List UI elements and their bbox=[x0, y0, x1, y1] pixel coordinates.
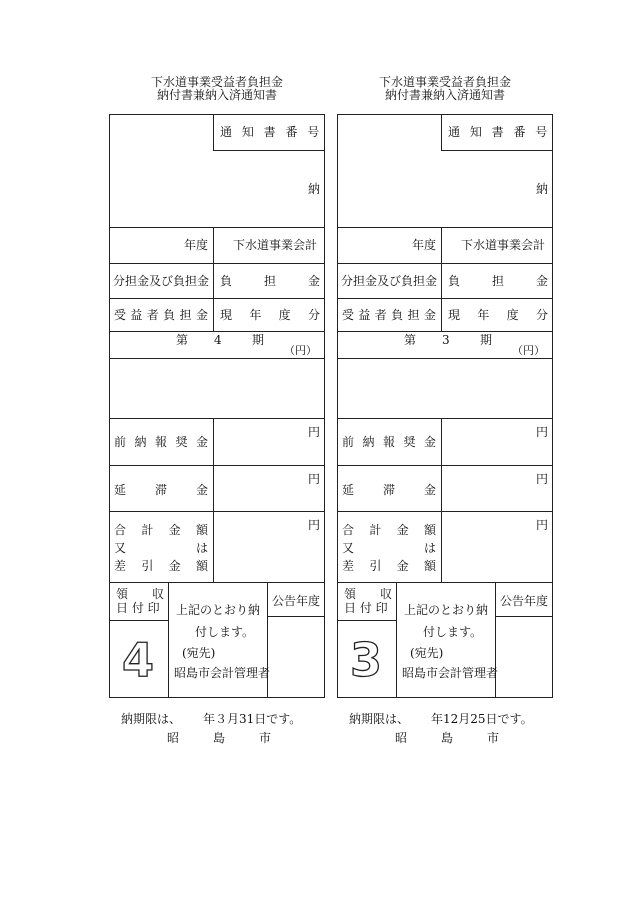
slip-title-line1: 下水道事業受益者負担金 bbox=[378, 75, 511, 89]
installment-suffix: 期 bbox=[252, 333, 265, 347]
fiscal-year-label: 年度 bbox=[412, 238, 437, 252]
statement-line2: 付します。 bbox=[423, 625, 483, 639]
notice-number-label: 通 知 書 番 号 bbox=[448, 125, 548, 139]
category-label: 分担金及び負担金 bbox=[341, 274, 438, 288]
addressee: (宛先) bbox=[410, 646, 444, 660]
installment-big-number: 4 bbox=[121, 633, 154, 687]
deadline-date: 年３月31日です。 bbox=[203, 712, 302, 726]
prepayment-unit: 円 bbox=[308, 425, 321, 439]
statement-line2: 付します。 bbox=[195, 625, 255, 639]
recipient: 昭島市会計管理者 bbox=[402, 666, 499, 680]
current-year-label: 現 年 度 分 bbox=[220, 308, 320, 322]
receipt-stamp-label-1: 領 収 bbox=[344, 587, 393, 601]
statement-line1: 上記のとおり納 bbox=[404, 603, 489, 617]
slip-title-line1: 下水道事業受益者負担金 bbox=[150, 75, 283, 89]
total-label-line3: 差 引 金 額 bbox=[342, 559, 436, 573]
current-year-label: 現 年 度 分 bbox=[448, 308, 548, 322]
installment-big-number: 3 bbox=[349, 633, 382, 687]
total-label-line3: 差 引 金 額 bbox=[114, 559, 208, 573]
slip-installment-3 bbox=[228, 0, 630, 903]
receipt-stamp-label-1: 領 収 bbox=[116, 587, 165, 601]
beneficiary-label: 受 益 者 負 担 金 bbox=[114, 308, 208, 322]
currency-unit: （円） bbox=[512, 344, 545, 357]
notice-number-label: 通 知 書 番 号 bbox=[220, 125, 320, 139]
prepayment-label: 前 納 報 奨 金 bbox=[342, 435, 436, 449]
prepayment-label: 前 納 報 奨 金 bbox=[114, 435, 208, 449]
late-fee-unit: 円 bbox=[308, 472, 321, 486]
receipt-stamp-label-2: 日 付 印 bbox=[116, 601, 160, 615]
late-fee-unit: 円 bbox=[536, 472, 549, 486]
recipient: 昭島市会計管理者 bbox=[174, 666, 271, 680]
total-label-line2: 又 は bbox=[342, 541, 436, 555]
total-unit: 円 bbox=[308, 518, 321, 532]
category-label: 分担金及び負担金 bbox=[113, 274, 210, 288]
total-unit: 円 bbox=[536, 518, 549, 532]
payment-label: 納 bbox=[308, 182, 321, 196]
slip-title-line2: 納付書兼納入済通知書 bbox=[156, 88, 277, 102]
late-fee-label: 延 滞 金 bbox=[114, 483, 208, 497]
prepayment-unit: 円 bbox=[536, 425, 549, 439]
slip-title-line2: 納付書兼納入済通知書 bbox=[384, 88, 505, 102]
fiscal-year-label: 年度 bbox=[184, 238, 209, 252]
installment-number: 4 bbox=[214, 333, 222, 347]
announcement-year-label: 公告年度 bbox=[500, 594, 549, 608]
receipt-stamp-label-2: 日 付 印 bbox=[344, 601, 388, 615]
beneficiary-label: 受 益 者 負 担 金 bbox=[342, 308, 436, 322]
installment-suffix: 期 bbox=[480, 333, 493, 347]
total-label-line2: 又 は bbox=[114, 541, 208, 555]
installment-number: 3 bbox=[442, 333, 450, 347]
installment-prefix: 第 bbox=[176, 333, 189, 347]
city-name: 昭 島 市 bbox=[395, 731, 499, 745]
account-label: 下水道事業会計 bbox=[461, 238, 546, 252]
deadline-label: 納期限は、 bbox=[121, 712, 182, 726]
payment-label: 納 bbox=[536, 182, 549, 196]
deadline-label: 納期限は、 bbox=[349, 712, 410, 726]
installment-prefix: 第 bbox=[404, 333, 417, 347]
total-label-line1: 合 計 金 額 bbox=[114, 523, 208, 537]
account-label: 下水道事業会計 bbox=[233, 238, 318, 252]
charge-label: 負 担 金 bbox=[220, 274, 320, 288]
addressee: (宛先) bbox=[182, 646, 216, 660]
statement-line1: 上記のとおり納 bbox=[176, 603, 261, 617]
currency-unit: （円） bbox=[284, 344, 317, 357]
late-fee-label: 延 滞 金 bbox=[342, 483, 436, 497]
deadline-date: 年12月25日です。 bbox=[431, 712, 533, 726]
announcement-year-label: 公告年度 bbox=[272, 594, 321, 608]
total-label-line1: 合 計 金 額 bbox=[342, 523, 436, 537]
charge-label: 負 担 金 bbox=[448, 274, 548, 288]
city-name: 昭 島 市 bbox=[167, 731, 271, 745]
